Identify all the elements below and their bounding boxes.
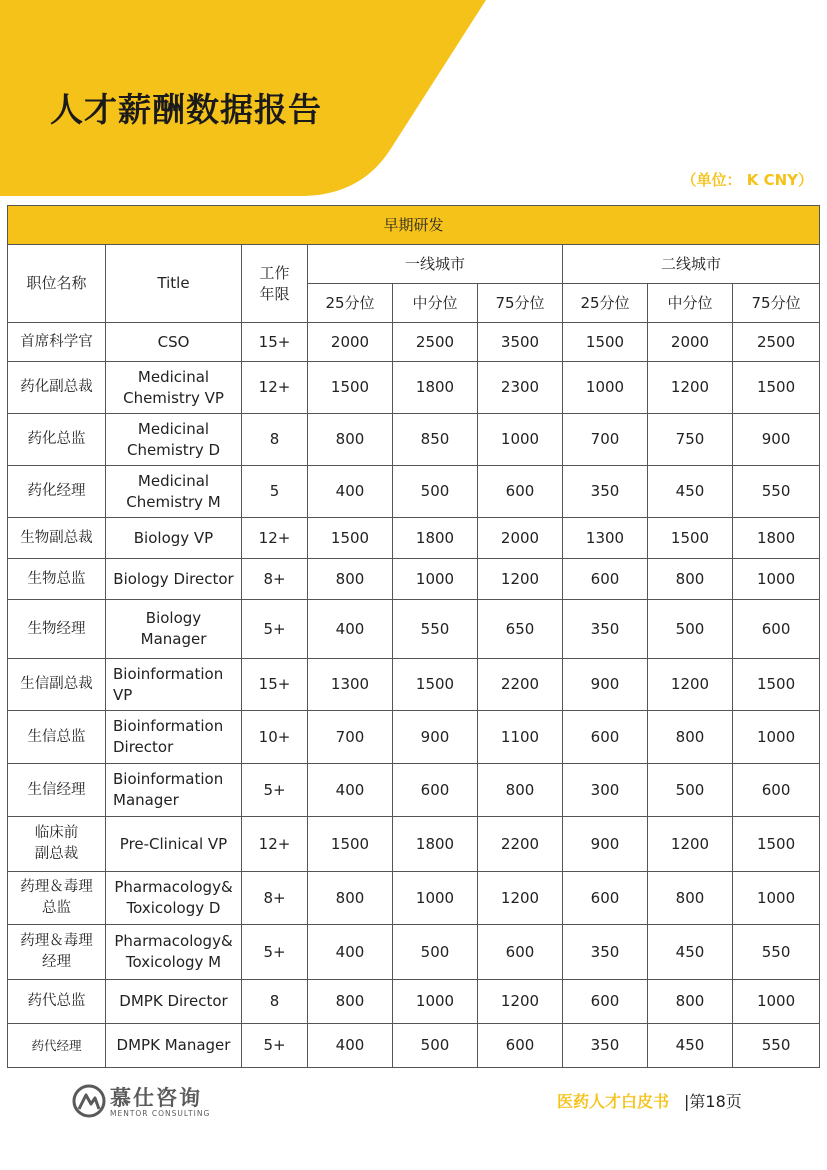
cell-years: 8 bbox=[242, 980, 308, 1024]
cell-title: Bioinformation Director bbox=[106, 711, 242, 764]
table-row bbox=[8, 323, 820, 362]
cell-cn-name: 药化副总裁 bbox=[8, 362, 106, 414]
cell-years: 5+ bbox=[242, 925, 308, 980]
cell-tier2-value: 800 bbox=[648, 711, 733, 764]
cell-tier2-value: 1500 bbox=[563, 323, 648, 362]
cell-tier2-value: 450 bbox=[648, 1024, 733, 1068]
cell-tier1-value: 800 bbox=[478, 764, 563, 817]
cell-tier2-value: 1000 bbox=[563, 362, 648, 414]
cell-tier2-value: 1200 bbox=[648, 817, 733, 872]
cell-tier1-value: 3500 bbox=[478, 323, 563, 362]
cell-cn-name: 生物总监 bbox=[8, 559, 106, 600]
footer-logo bbox=[72, 1082, 232, 1122]
cell-title: Pharmacology& Toxicology D bbox=[106, 872, 242, 925]
cell-tier1-value: 1800 bbox=[393, 518, 478, 559]
cell-tier2-value: 500 bbox=[648, 600, 733, 659]
cell-tier1-value: 600 bbox=[393, 764, 478, 817]
cell-tier1-value: 1200 bbox=[478, 872, 563, 925]
cell-tier2-value: 600 bbox=[733, 764, 820, 817]
header-years: 工作 年限 bbox=[242, 245, 308, 323]
cell-years: 5+ bbox=[242, 1024, 308, 1068]
cell-tier1-value: 400 bbox=[308, 1024, 393, 1068]
header-tier2-p50: 中分位 bbox=[648, 284, 733, 323]
cell-years: 5+ bbox=[242, 600, 308, 659]
cell-title: Pre-Clinical VP bbox=[106, 817, 242, 872]
cell-tier2-value: 1000 bbox=[733, 559, 820, 600]
cell-tier2-value: 600 bbox=[563, 980, 648, 1024]
cell-tier1-value: 1200 bbox=[478, 980, 563, 1024]
cell-tier1-value: 800 bbox=[308, 980, 393, 1024]
cell-tier1-value: 650 bbox=[478, 600, 563, 659]
header-title: Title bbox=[106, 245, 242, 323]
unit-note: （单位： K CNY） bbox=[681, 171, 813, 189]
cell-tier1-value: 400 bbox=[308, 925, 393, 980]
cell-tier1-value: 400 bbox=[308, 600, 393, 659]
cell-tier1-value: 1500 bbox=[308, 518, 393, 559]
cell-tier2-value: 300 bbox=[563, 764, 648, 817]
cell-years: 12+ bbox=[242, 518, 308, 559]
cell-tier1-value: 800 bbox=[308, 559, 393, 600]
cell-tier1-value: 1000 bbox=[478, 414, 563, 466]
cell-tier2-value: 350 bbox=[563, 466, 648, 518]
table-row bbox=[8, 362, 820, 414]
cell-tier2-value: 900 bbox=[563, 659, 648, 711]
cell-title: Bioinformation Manager bbox=[106, 764, 242, 817]
cell-tier2-value: 800 bbox=[648, 980, 733, 1024]
table-row bbox=[8, 600, 820, 659]
cell-cn-name: 生物副总裁 bbox=[8, 518, 106, 559]
cell-tier1-value: 1500 bbox=[308, 817, 393, 872]
header-cn-name: 职位名称 bbox=[8, 245, 106, 323]
cell-tier1-value: 2500 bbox=[393, 323, 478, 362]
cell-tier1-value: 500 bbox=[393, 466, 478, 518]
cell-years: 15+ bbox=[242, 659, 308, 711]
table-row bbox=[8, 466, 820, 518]
cell-tier2-value: 800 bbox=[648, 559, 733, 600]
cell-tier1-value: 800 bbox=[308, 414, 393, 466]
cell-tier1-value: 1200 bbox=[478, 559, 563, 600]
cell-tier1-value: 1800 bbox=[393, 817, 478, 872]
cell-title: CSO bbox=[106, 323, 242, 362]
cell-tier2-value: 500 bbox=[648, 764, 733, 817]
cell-tier1-value: 900 bbox=[393, 711, 478, 764]
cell-title: Medicinal Chemistry M bbox=[106, 466, 242, 518]
cell-years: 5+ bbox=[242, 764, 308, 817]
table-row bbox=[8, 764, 820, 817]
header-tier2-p25: 25分位 bbox=[563, 284, 648, 323]
table-row bbox=[8, 872, 820, 925]
cell-cn-name: 药代经理 bbox=[8, 1024, 106, 1068]
cell-cn-name: 药理＆毒理 总监 bbox=[8, 872, 106, 925]
cell-tier2-value: 1500 bbox=[648, 518, 733, 559]
cell-tier2-value: 1000 bbox=[733, 711, 820, 764]
table-body bbox=[8, 323, 820, 1068]
cell-title: Medicinal Chemistry VP bbox=[106, 362, 242, 414]
table-row bbox=[8, 518, 820, 559]
cell-title: Medicinal Chemistry D bbox=[106, 414, 242, 466]
cell-tier2-value: 1000 bbox=[733, 980, 820, 1024]
cell-cn-name: 首席科学官 bbox=[8, 323, 106, 362]
cell-tier1-value: 2000 bbox=[478, 518, 563, 559]
cell-tier2-value: 2000 bbox=[648, 323, 733, 362]
table-row bbox=[8, 980, 820, 1024]
cell-tier1-value: 1800 bbox=[393, 362, 478, 414]
cell-tier2-value: 1200 bbox=[648, 659, 733, 711]
cell-tier2-value: 1500 bbox=[733, 659, 820, 711]
cell-tier2-value: 700 bbox=[563, 414, 648, 466]
table-row bbox=[8, 817, 820, 872]
header-tier2-city: 二线城市 bbox=[563, 245, 820, 284]
cell-title: Biology VP bbox=[106, 518, 242, 559]
cell-cn-name: 临床前 副总裁 bbox=[8, 817, 106, 872]
cell-tier2-value: 600 bbox=[733, 600, 820, 659]
cell-years: 15+ bbox=[242, 323, 308, 362]
cell-tier2-value: 1300 bbox=[563, 518, 648, 559]
table-row bbox=[8, 559, 820, 600]
cell-tier2-value: 450 bbox=[648, 925, 733, 980]
footer-book-title: 医药人才白皮书 bbox=[557, 1092, 670, 1111]
cell-tier2-value: 1000 bbox=[733, 872, 820, 925]
cell-cn-name: 药化总监 bbox=[8, 414, 106, 466]
section-header: 早期研发 bbox=[8, 206, 820, 245]
header-tier1-p75: 75分位 bbox=[478, 284, 563, 323]
cell-cn-name: 生物经理 bbox=[8, 600, 106, 659]
cell-tier2-value: 550 bbox=[733, 466, 820, 518]
cell-tier2-value: 2500 bbox=[733, 323, 820, 362]
cell-tier1-value: 2300 bbox=[478, 362, 563, 414]
cell-tier1-value: 600 bbox=[478, 466, 563, 518]
cell-tier2-value: 800 bbox=[648, 872, 733, 925]
cell-years: 5 bbox=[242, 466, 308, 518]
table-row bbox=[8, 711, 820, 764]
cell-tier1-value: 800 bbox=[308, 872, 393, 925]
cell-tier1-value: 400 bbox=[308, 466, 393, 518]
cell-years: 8+ bbox=[242, 559, 308, 600]
cell-years: 12+ bbox=[242, 362, 308, 414]
cell-tier1-value: 1100 bbox=[478, 711, 563, 764]
cell-tier2-value: 350 bbox=[563, 1024, 648, 1068]
table-row bbox=[8, 414, 820, 466]
cell-tier2-value: 550 bbox=[733, 1024, 820, 1068]
cell-tier2-value: 1500 bbox=[733, 817, 820, 872]
footer-page-number: |第18页 bbox=[684, 1092, 742, 1111]
header-tier1-city: 一线城市 bbox=[308, 245, 563, 284]
cell-cn-name: 药化经理 bbox=[8, 466, 106, 518]
cell-tier1-value: 400 bbox=[308, 764, 393, 817]
cell-tier1-value: 500 bbox=[393, 1024, 478, 1068]
cell-tier2-value: 1200 bbox=[648, 362, 733, 414]
cell-tier1-value: 2200 bbox=[478, 817, 563, 872]
cell-tier2-value: 1800 bbox=[733, 518, 820, 559]
cell-cn-name: 生信副总裁 bbox=[8, 659, 106, 711]
cell-tier2-value: 900 bbox=[563, 817, 648, 872]
cell-title: Pharmacology& Toxicology M bbox=[106, 925, 242, 980]
table-row bbox=[8, 659, 820, 711]
cell-years: 12+ bbox=[242, 817, 308, 872]
cell-tier2-value: 600 bbox=[563, 711, 648, 764]
cell-tier1-value: 700 bbox=[308, 711, 393, 764]
table-row bbox=[8, 1024, 820, 1068]
cell-tier2-value: 600 bbox=[563, 559, 648, 600]
cell-title: DMPK Director bbox=[106, 980, 242, 1024]
cell-tier2-value: 750 bbox=[648, 414, 733, 466]
cell-tier1-value: 2000 bbox=[308, 323, 393, 362]
cell-tier1-value: 1000 bbox=[393, 980, 478, 1024]
cell-tier1-value: 550 bbox=[393, 600, 478, 659]
cell-tier1-value: 1500 bbox=[308, 362, 393, 414]
cell-tier1-value: 1000 bbox=[393, 872, 478, 925]
cell-tier1-value: 600 bbox=[478, 925, 563, 980]
cell-years: 10+ bbox=[242, 711, 308, 764]
cell-title: Bioinformation VP bbox=[106, 659, 242, 711]
cell-tier1-value: 500 bbox=[393, 925, 478, 980]
cell-title: Biology Director bbox=[106, 559, 242, 600]
cell-tier2-value: 350 bbox=[563, 600, 648, 659]
cell-title: DMPK Manager bbox=[106, 1024, 242, 1068]
cell-years: 8 bbox=[242, 414, 308, 466]
cell-cn-name: 药理＆毒理 经理 bbox=[8, 925, 106, 980]
cell-tier1-value: 600 bbox=[478, 1024, 563, 1068]
cell-title: Biology Manager bbox=[106, 600, 242, 659]
cell-cn-name: 药代总监 bbox=[8, 980, 106, 1024]
header-tier1-p50: 中分位 bbox=[393, 284, 478, 323]
cell-cn-name: 生信总监 bbox=[8, 711, 106, 764]
cell-tier2-value: 550 bbox=[733, 925, 820, 980]
cell-tier1-value: 1000 bbox=[393, 559, 478, 600]
cell-tier2-value: 1500 bbox=[733, 362, 820, 414]
logo-name: 慕仕咨询 bbox=[110, 1086, 202, 1110]
cell-years: 8+ bbox=[242, 872, 308, 925]
header-tier1-p25: 25分位 bbox=[308, 284, 393, 323]
cell-tier2-value: 450 bbox=[648, 466, 733, 518]
table-row bbox=[8, 925, 820, 980]
mentor-logo-icon bbox=[72, 1084, 106, 1118]
logo-subtitle: MENTOR CONSULTING bbox=[110, 1109, 211, 1118]
cell-tier2-value: 900 bbox=[733, 414, 820, 466]
cell-tier1-value: 850 bbox=[393, 414, 478, 466]
cell-tier2-value: 350 bbox=[563, 925, 648, 980]
cell-tier1-value: 1500 bbox=[393, 659, 478, 711]
header-tier2-p75: 75分位 bbox=[733, 284, 820, 323]
page-title: 人才薪酬数据报告 bbox=[50, 90, 322, 129]
cell-tier1-value: 2200 bbox=[478, 659, 563, 711]
salary-table bbox=[7, 205, 820, 1068]
cell-cn-name: 生信经理 bbox=[8, 764, 106, 817]
cell-tier2-value: 600 bbox=[563, 872, 648, 925]
cell-tier1-value: 1300 bbox=[308, 659, 393, 711]
